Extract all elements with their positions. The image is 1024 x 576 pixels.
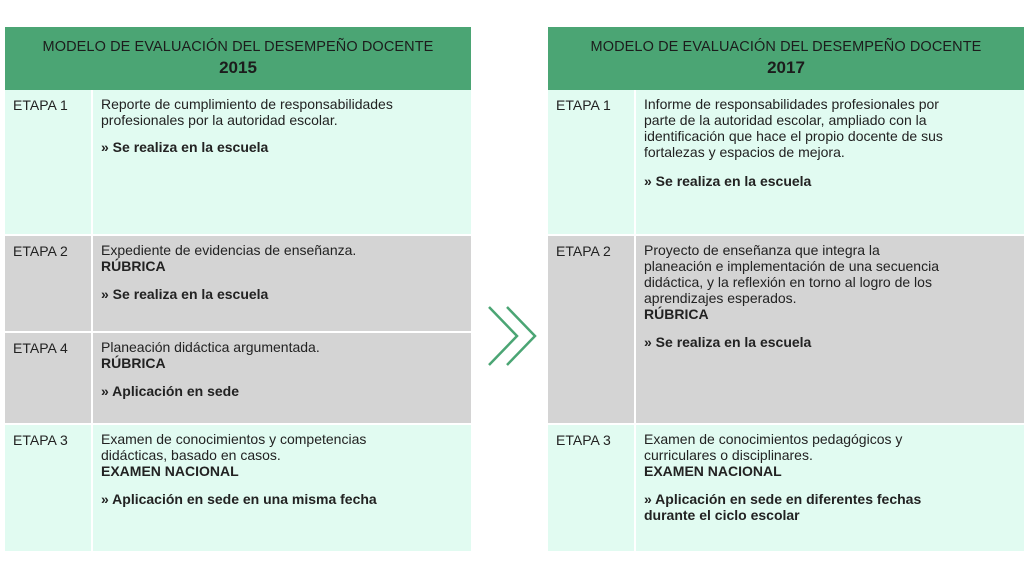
double-chevron-right-icon — [487, 303, 543, 369]
stage-description: Examen de conocimientos pedagógicos y curriculares o disciplinares. — [644, 431, 903, 463]
stage-content — [93, 333, 471, 423]
stage-label: ETAPA 1 — [548, 90, 636, 234]
model-2017-header — [548, 27, 1024, 90]
stage-content — [636, 236, 1024, 423]
table-row — [5, 333, 471, 425]
stage-content — [93, 425, 471, 551]
table-row — [5, 236, 471, 333]
stage-description: Proyecto de enseñanza que integra la planeación e implementación de una secuencia didáctica, y la reflexión en torno al logro de los aprendizajes esperados. — [644, 242, 939, 306]
stage-label: ETAPA 2 — [5, 236, 93, 331]
model-2017-panel — [548, 27, 1024, 551]
model-2015-year: 2015 — [219, 58, 257, 77]
stage-label: ETAPA 3 — [548, 425, 636, 551]
table-row — [548, 90, 1024, 236]
stage-tag: RÚBRICA — [101, 258, 166, 274]
stage-content — [636, 90, 1024, 234]
table-row — [5, 90, 471, 236]
stage-description: Reporte de cumplimiento de responsabilidades profesionales por la autoridad escolar. — [101, 96, 393, 128]
stage-label: ETAPA 2 — [548, 236, 636, 423]
stage-label: ETAPA 1 — [5, 90, 93, 234]
stage-description: Examen de conocimientos y competencias didácticas, basado en casos. — [101, 431, 367, 463]
model-2017-title: MODELO DE EVALUACIÓN DEL DESEMPEÑO DOCENTE — [590, 39, 982, 55]
stage-tag: EXAMEN NACIONAL — [101, 463, 239, 479]
stage-note: » Se realiza en la escuela — [101, 139, 269, 155]
table-row — [548, 236, 1024, 425]
table-row — [548, 425, 1024, 551]
stage-description: Informe de responsabilidades profesionales por parte de la autoridad escolar, ampliado con la identificación que hace el propio docente de sus fortalezas y espacios de mejora. — [644, 96, 943, 160]
model-2015-title: MODELO DE EVALUACIÓN DEL DESEMPEÑO DOCENTE — [42, 39, 434, 55]
stage-note: » Aplicación en sede en diferentes fechas durante el ciclo escolar — [644, 491, 922, 523]
stage-note: » Aplicación en sede en una misma fecha — [101, 491, 377, 507]
model-2015-header — [5, 27, 471, 90]
stage-tag: EXAMEN NACIONAL — [644, 463, 782, 479]
model-2015-panel — [5, 27, 471, 551]
stage-tag: RÚBRICA — [644, 306, 709, 322]
model-2017-year: 2017 — [767, 58, 805, 77]
stage-description: Planeación didáctica argumentada. — [101, 339, 320, 355]
stage-content — [93, 90, 471, 234]
stage-tag: RÚBRICA — [101, 355, 166, 371]
stage-note: » Se realiza en la escuela — [644, 334, 812, 350]
stage-description: Expediente de evidencias de enseñanza. — [101, 242, 357, 258]
stage-note: » Se realiza en la escuela — [101, 286, 269, 302]
stage-content — [93, 236, 471, 331]
table-row — [5, 425, 471, 551]
stage-label: ETAPA 3 — [5, 425, 93, 551]
stage-note: » Aplicación en sede — [101, 383, 239, 399]
stage-content — [636, 425, 1024, 551]
stage-note: » Se realiza en la escuela — [644, 173, 812, 189]
stage-label: ETAPA 4 — [5, 333, 93, 423]
